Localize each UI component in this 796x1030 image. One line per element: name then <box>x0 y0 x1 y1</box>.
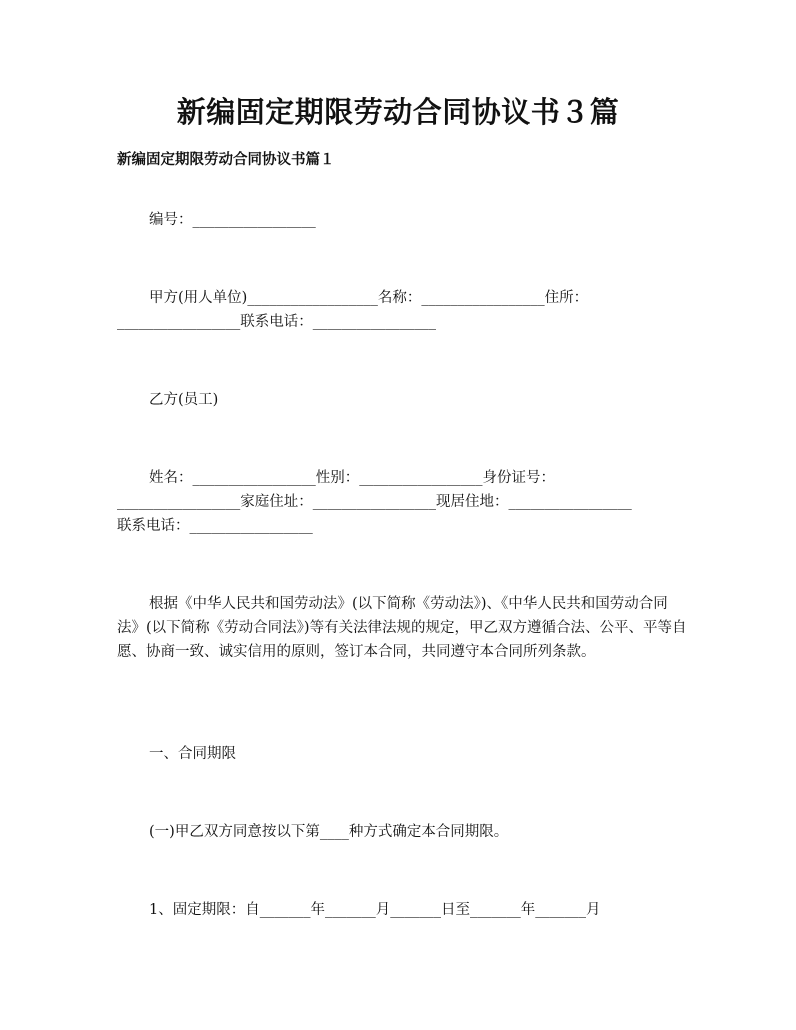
party-b-line-1: 姓名：_________________性别：_________________身份证号： <box>149 470 555 486</box>
number-line: 编号：_________________ <box>149 212 316 228</box>
document-title: 新编固定期限劳动合同协议书３篇 <box>176 95 620 129</box>
section-1-heading: 一、合同期限 <box>149 746 236 762</box>
party-b-line-2: _________________家庭住址：_________________现居住地：_________________ <box>117 494 632 510</box>
document-subtitle: 新编固定期限劳动合同协议书篇１ <box>117 151 335 168</box>
preamble-paragraph: 根据《中华人民共和国劳动法》(以下简称《劳动法》)、《中华人民共和国劳动合同法》(以下简称《劳动合同法》)等有关法律法规的规定，甲乙双方遵循合法、公平、平等自愿、协商一致、诚实信用的原则，签订本合同，共同遵守本合同所列条款。 <box>117 596 687 660</box>
clause-1: (一)甲乙双方同意按以下第____种方式确定本合同期限。 <box>149 824 509 840</box>
party-a-line-1: 甲方(用人单位)__________________名称：_________________住所： <box>149 290 589 306</box>
party-b-heading: 乙方(员工) <box>149 392 219 408</box>
party-a-line-2: _________________联系电话：_________________ <box>117 314 436 330</box>
clause-1-item-1: 1、固定期限：自_______年_______月_______日至_______年_______月 <box>149 902 601 918</box>
party-b-line-3: 联系电话：_________________ <box>117 518 313 534</box>
